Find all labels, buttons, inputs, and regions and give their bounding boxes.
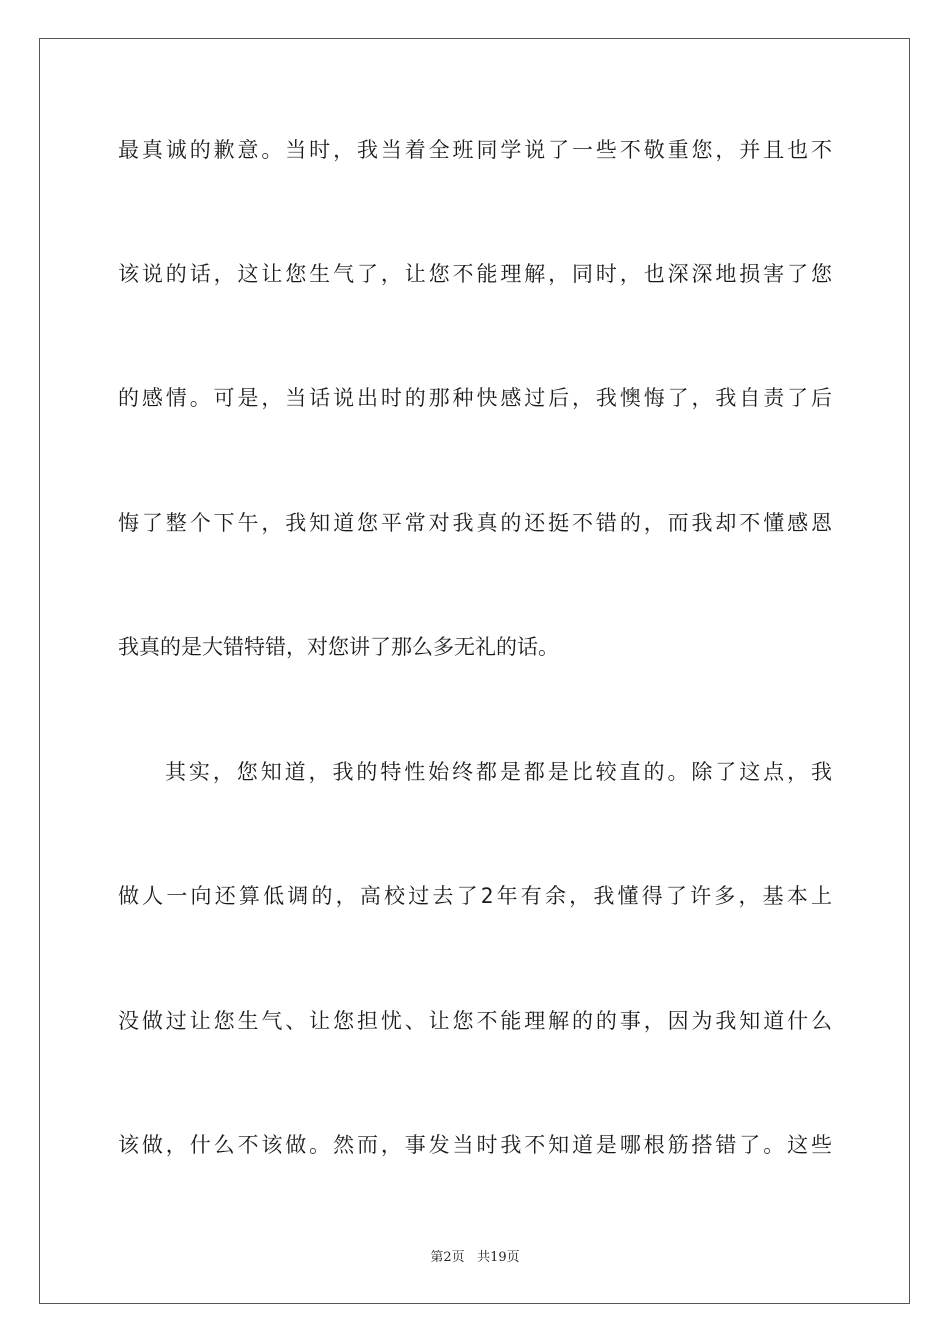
- page-number: 第2页: [430, 1250, 465, 1265]
- page-total: 共19页: [477, 1250, 520, 1265]
- text-line-5: 我真的是大错特错，对您讲了那么多无礼的话。: [118, 635, 559, 659]
- text-line-2: 该说的话，这让您生气了，让您不能理解，同时，也深深地损害了您: [118, 262, 832, 286]
- page-frame: [39, 38, 910, 1304]
- text-line-1: 最真诚的歉意。当时，我当着全班同学说了一些不敬重您，并且也不: [118, 138, 832, 162]
- page-footer: [0, 1246, 950, 1265]
- text-line-9: 该做，什么不该做。然而，事发当时我不知道是哪根筋搭错了。这些: [118, 1133, 832, 1157]
- text-line-6: 其实，您知道，我的特性始终都是都是比较直的。除了这点，我: [165, 760, 832, 784]
- text-line-8: 没做过让您生气、让您担忧、让您不能理解的的事，因为我知道什么: [118, 1009, 832, 1033]
- text-line-3: 的感情。可是，当话说出时的那种快感过后，我懊悔了，我自责了后: [118, 386, 832, 410]
- text-line-4: 悔了整个下午，我知道您平常对我真的还挺不错的，而我却不懂感恩: [118, 511, 832, 535]
- text-line-7: 做人一向还算低调的，高校过去了2年有余，我懂得了许多，基本上: [118, 884, 832, 908]
